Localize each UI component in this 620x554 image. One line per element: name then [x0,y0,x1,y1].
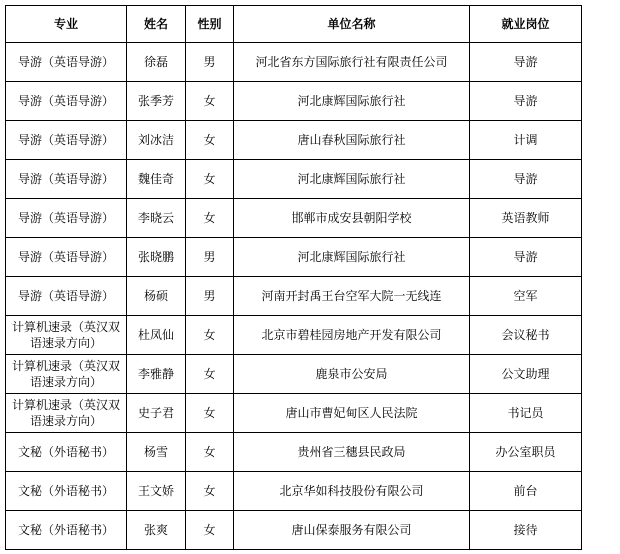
cell-major: 计算机速录（英汉双语速录方向） [6,355,127,394]
table-row [6,355,582,394]
header-organization: 单位名称 [234,6,470,43]
cell-major: 导游（英语导游） [6,238,127,277]
table-row [6,160,582,199]
cell-major: 导游（英语导游） [6,121,127,160]
cell-organization: 河南开封禹王台空军大院一无线连 [234,277,470,316]
header-major: 专业 [6,6,127,43]
cell-major: 导游（英语导游） [6,199,127,238]
cell-gender: 女 [186,355,234,394]
cell-position: 书记员 [470,394,582,433]
cell-name: 张季芳 [127,82,186,121]
table-body [6,43,582,550]
cell-position: 导游 [470,43,582,82]
cell-position: 公文助理 [470,355,582,394]
cell-major: 导游（英语导游） [6,43,127,82]
cell-organization: 河北康辉国际旅行社 [234,238,470,277]
employment-table [5,5,582,550]
cell-organization: 贵州省三穗县民政局 [234,433,470,472]
table-row [6,238,582,277]
cell-major: 导游（英语导游） [6,82,127,121]
cell-major: 计算机速录（英汉双语速录方向） [6,394,127,433]
cell-organization: 北京市碧桂园房地产开发有限公司 [234,316,470,355]
cell-name: 张晓鹏 [127,238,186,277]
cell-major: 导游（英语导游） [6,277,127,316]
cell-name: 杜凤仙 [127,316,186,355]
cell-gender: 男 [186,277,234,316]
cell-organization: 河北省东方国际旅行社有限责任公司 [234,43,470,82]
cell-gender: 女 [186,433,234,472]
table-header-row [6,6,582,43]
cell-gender: 男 [186,238,234,277]
cell-organization: 河北康辉国际旅行社 [234,160,470,199]
header-gender: 性别 [186,6,234,43]
table-row [6,472,582,511]
cell-organization: 唐山市曹妃甸区人民法院 [234,394,470,433]
cell-position: 导游 [470,238,582,277]
cell-major: 导游（英语导游） [6,160,127,199]
cell-organization: 唐山春秋国际旅行社 [234,121,470,160]
cell-gender: 女 [186,121,234,160]
table-row [6,511,582,550]
cell-gender: 男 [186,43,234,82]
table-row [6,82,582,121]
cell-name: 徐磊 [127,43,186,82]
cell-gender: 女 [186,316,234,355]
table-row [6,316,582,355]
cell-name: 杨雪 [127,433,186,472]
cell-organization: 唐山保泰服务有限公司 [234,511,470,550]
table-row [6,121,582,160]
cell-position: 计调 [470,121,582,160]
cell-name: 魏佳奇 [127,160,186,199]
cell-position: 办公室职员 [470,433,582,472]
header-position: 就业岗位 [470,6,582,43]
header-name: 姓名 [127,6,186,43]
cell-gender: 女 [186,82,234,121]
table-row [6,199,582,238]
cell-name: 杨硕 [127,277,186,316]
table-row [6,433,582,472]
cell-position: 英语教师 [470,199,582,238]
cell-position: 空军 [470,277,582,316]
cell-name: 王文娇 [127,472,186,511]
cell-gender: 女 [186,472,234,511]
cell-major: 计算机速录（英汉双语速录方向） [6,316,127,355]
cell-position: 会议秘书 [470,316,582,355]
cell-organization: 邯郸市成安县朝阳学校 [234,199,470,238]
cell-position: 前台 [470,472,582,511]
cell-name: 刘冰洁 [127,121,186,160]
cell-major: 文秘（外语秘书） [6,511,127,550]
cell-organization: 河北康辉国际旅行社 [234,82,470,121]
table-row [6,394,582,433]
cell-name: 张爽 [127,511,186,550]
cell-gender: 女 [186,394,234,433]
cell-gender: 女 [186,199,234,238]
cell-name: 李雅静 [127,355,186,394]
cell-position: 导游 [470,82,582,121]
cell-major: 文秘（外语秘书） [6,433,127,472]
cell-position: 导游 [470,160,582,199]
cell-name: 史子君 [127,394,186,433]
cell-gender: 女 [186,511,234,550]
cell-major: 文秘（外语秘书） [6,472,127,511]
cell-organization: 鹿泉市公安局 [234,355,470,394]
cell-name: 李晓云 [127,199,186,238]
cell-position: 接待 [470,511,582,550]
cell-gender: 女 [186,160,234,199]
table-row [6,277,582,316]
table-row [6,43,582,82]
cell-organization: 北京华如科技股份有限公司 [234,472,470,511]
